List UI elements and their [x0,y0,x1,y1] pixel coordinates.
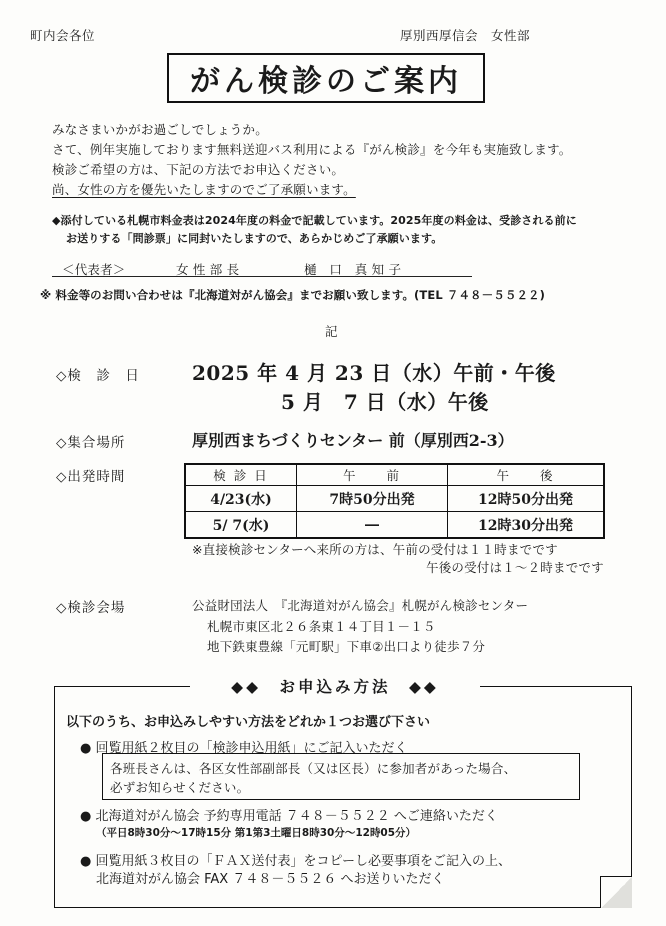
column-header-exam-date: 検 診 日 [185,464,297,486]
fee-note-line-2: お送りする「問診票」に同封いたしますので、あらかじめご了承願います。 [66,232,443,245]
table-row [185,512,604,539]
ki-label: 記 [325,324,338,339]
application-title: ◆◆ お申込み方法 ◆◆ [190,672,480,700]
departure-label: ◇出発時間 [56,469,126,485]
organization: 厚別西厚信会 女性部 [400,28,531,43]
method-1: ● 回覧用紙２枚目の「検診申込用紙」にご記入いただく [80,741,408,756]
table-row [185,486,604,512]
inquiry-note: ※ 料金等のお問い合わせは『北海道対がん協会』までお願い致します。(TEL ７４８－５５２２) [40,288,546,302]
method-1-note-line-1: 各班長さんは、各区女性部副部長（又は区長）に参加者があった場合、 [110,761,517,776]
method-3-line-2: 北海道対がん協会 FAX ７４８－５５２６ へお送りいただく [96,872,445,887]
meeting-place-label: ◇集合場所 [56,435,126,451]
page-title: がん検診のご案内 [167,53,485,103]
fee-note-line-1: ◆添付している札幌市料金表は2024年度の料金で記載しています。2025年度の料金は、受診される前に [52,214,577,227]
method-3-line-1: ● 回覧用紙３枚目の「ＦＡＸ送付表」をコピーし必要事項をご記入の上、 [80,854,511,869]
venue-label: ◇検診会場 [56,600,126,616]
departure-note-2: 午後の受付は１～２時までです [426,560,604,575]
page-curl-decoration [600,876,632,908]
method-2-hours: （平日8時30分～17時15分 第1第3土曜日8時30分～12時05分） [96,827,417,839]
table-cell: 12時50分出発 [448,486,605,512]
method-2: ● 北海道対がん協会 予約専用電話 ７４８－５５２２ へご連絡いただく [80,809,498,824]
application-intro: 以下のうち、お申込みしやすい方法をどれか１つお選び下さい [66,715,431,730]
table-cell: 12時30分出発 [448,512,605,539]
venue-line-2: 札幌市東区北２６条東１４丁目１－１５ [207,619,436,634]
table-cell: 7時50分出発 [297,486,448,512]
exam-date-label: ◇検 診 日 [56,368,140,384]
meeting-place-value: 厚別西まちづくりセンター 前（厚別西2-3） [192,431,514,450]
column-header-afternoon: 午 後 [448,464,605,486]
departure-table-header [185,464,604,486]
venue-line-1: 公益財団法人 『北海道対がん協会』札幌がん検診センター [192,598,529,613]
intro-line-4: 尚、女性の方を優先いたしますのでご了承願います。 [52,182,356,197]
table-cell: 5/ 7(水) [185,512,297,539]
departure-note-1: ※直接検診センターへ来所の方は、午前の受付は１１時までです [192,542,558,557]
exam-date-line-2: 5 月 7 日（水）午後 [281,390,489,414]
table-cell: ― [297,512,448,539]
intro-line-1: みなさまいかがお過ごしでしょうか。 [52,122,268,137]
departure-table [184,463,605,539]
venue-line-3: 地下鉄東豊線「元町駅」下車②出口より徒歩７分 [207,639,486,654]
recipient: 町内会各位 [30,28,96,43]
intro-line-3: 検診ご希望の方は、下記の方法でお申込ください。 [52,162,345,177]
representative-name: 樋 口 真 知 子 [304,262,402,277]
representative-role: 女 性 部 長 [176,262,240,277]
intro-line-2: さて、例年実施しております無料送迎バス利用による『がん検診』を今年も実施致します。 [52,142,572,157]
column-header-morning: 午 前 [297,464,448,486]
table-cell: 4/23(水) [185,486,297,512]
exam-date-line-1: 2025 年 4 月 23 日（水）午前・午後 [192,361,556,385]
representative-label: ＜代表者＞ [62,262,126,277]
method-1-note-line-2: 必ずお知らせください。 [110,780,250,795]
